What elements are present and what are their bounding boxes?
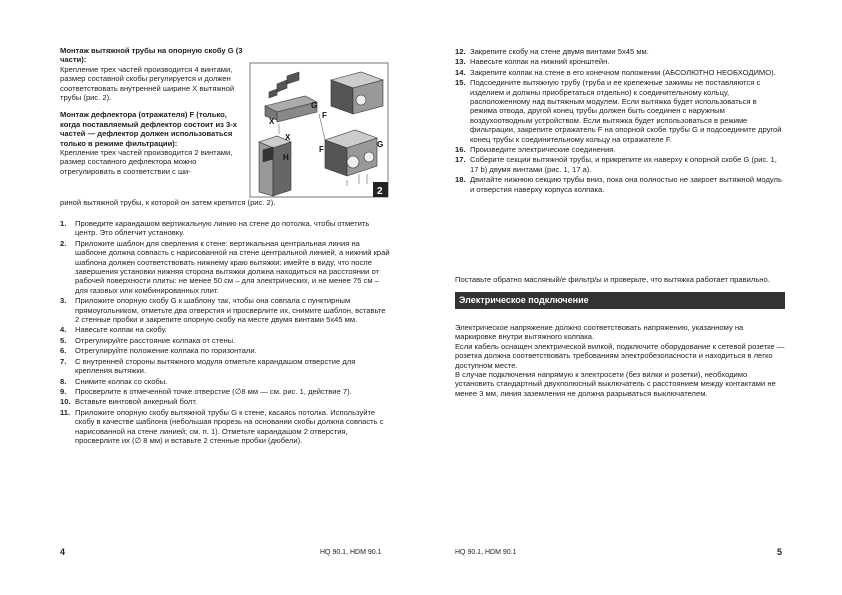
figure-label-f-top: F <box>322 111 327 120</box>
elec-paragraph-1: Электрическое напряжение должно соответствовать напряжению, указанному на маркировке внутри вытяжного колпака. <box>455 323 744 342</box>
model-footer-left: HQ 90.1, HDM 90.1 <box>320 549 382 556</box>
instructions-list-left <box>60 219 390 446</box>
page-number-left: 4 <box>60 547 66 557</box>
list-item: 13. Навесьте колпак на нижний кронштейн. <box>455 57 610 67</box>
deflector-title: Монтаж дефлектора (отражателя) F (только, когда поставляемый дефлектор состоит из 3-х частей — дефлектор должен использоваться только в режиме фильтрации): <box>60 110 238 148</box>
figure-label-g-right: G <box>377 140 384 149</box>
list-item: 2. Приложите шаблон для сверления к стене: вертикальная центральная линия на шаблоне должна совпасть с нарисованной на стене центральной линией, а нижний край шаблона должен соответствовать нижнему краю вытяжки: имейте в виду, что после завершения установки нижняя сторона вытяжки должна находиться на расстоянии от рабочей поверхности плиты: не менее 50 см – для электрических, и не менее 75 см – для газовых или комбинированных плит. <box>60 238 390 295</box>
figure-label-x-top: X <box>269 117 275 126</box>
deflector-text: Крепление трех частей производится 2 винтами, размер составного дефлектора можно отрегулировать в соответствии с ши- <box>60 148 233 176</box>
list-item: 12. Закрепите скобу на стене двумя винтами 5x45 мм. <box>455 47 649 56</box>
list-item: 16. Произведите электрические соединения. <box>455 145 616 155</box>
list-item: 9. Просверлите в отмеченной точке отверстие (∅8 мм — см. рис. 1, действие 7). <box>60 386 352 396</box>
list-item: 11. Приложите опорную скобу вытяжной трубы G к стене, касаясь потолка. Используйте скобу в качестве шаблона (небольшая прорезь на основании скобы должна совпасть с нарисованной на стене линией; см. п. 1). Отметьте карандашом 2 отверстия, просверлите их (∅ 8 мм) и вставьте 2 стенные пробки (дюбели). <box>60 407 384 445</box>
elec-paragraph-3: В случае подключения напрямую к электросети (без вилки и розетки), необходимо установить стандартный двухполюсный выключатель с расстоянием между контактами не менее 3 мм, линия заземления не должна разрываться выключателем. <box>455 370 776 398</box>
list-item: 1. Проведите карандашом вертикальную линию на стене до потолка, чтобы отметить центр. Это облегчит установку. <box>60 219 370 238</box>
mount-title: Монтаж вытяжной трубы на опорную скобу G (3 части): <box>60 46 243 65</box>
figure-label-h: H <box>283 153 289 162</box>
list-item: 7. С внутренней стороны вытяжного модуля отметьте карандашом отверстие для крепления вытяжки. <box>60 356 356 376</box>
figure-2 <box>249 62 389 198</box>
after-text: Поставьте обратно масляный/е фильтр/ы и проверьте, что вытяжка работает правильно. <box>455 275 770 284</box>
hood-assembly-illustration <box>249 62 389 198</box>
figure-label-g-top: G <box>311 101 318 110</box>
after-text-block <box>455 275 785 284</box>
model-footer-right: HQ 90.1, HDM 90.1 <box>455 549 517 556</box>
deflector-text-cont: риной вытяжной трубы, к которой он затем крепится (рис. 2). <box>60 198 276 207</box>
instructions-list-right <box>455 47 785 195</box>
list-item: 4. Навесьте колпак на скобу. <box>60 325 167 335</box>
list-item: 3. Приложите опорную скобу G к шаблону так, чтобы она совпала с пунктирным прямоугольником, отметьте два отверстия и просверлите их, снимите шаблон, вставьте 2 стенные пробки и закрепите опорную скобу на месте двумя винтами 5x45 мм. <box>60 296 386 325</box>
mount-text: Крепление трех частей производится 4 винтами, размер составной скобы регулируется и должен соответствовать внутренней ширине X вытяжной трубы (рис. 2). <box>60 64 235 103</box>
list-item: 15. Подсоедините вытяжную трубу (труба и ее крепежные зажимы не поставляются с изделием и должны приобретаться отдельно) к соединительному кольцу, расположенному над вытяжным модулем. Если вытяжка будет использоваться в режима отвода, другой конец трубы должен быть соединен с наружным воздухоотводным устройством. Если вытяжка будет использоваться в режиме фильтрации, закрепите отражатель F на опорной скобе трубы G и подсоедините другой конец трубы к соединительному кольцу на отражателе F. <box>455 78 782 144</box>
list-item: 18. Двигайте нижнюю секцию трубы вниз, пока она полностью не закроет вытяжной модуль и отверстия наверху корпуса колпака. <box>455 175 782 194</box>
section-title-electrical: Электрическое подключение <box>455 292 785 309</box>
list-item: 14. Закрепите колпак на стене в его конечном положении (АБСОЛЮТНО НЕОБХОДИМО). <box>455 67 776 77</box>
list-item: 5. Отрегулируйте расстояние колпака от стены. <box>60 335 236 345</box>
list-item: 17. Соберите секции вытяжной трубы, и прикрепите их наверху к опорной скобе G (рис. 1, 17 b) двумя винтами (рис. 1, 17 a). <box>455 155 777 174</box>
figure-label-x-left: X <box>285 133 291 142</box>
figure-number: 2 <box>377 186 383 197</box>
elec-paragraph-2: Если кабель оснащен электрической вилкой, подключите оборудование к сетевой розетке — розетка должна соответствовать требованиям электробезопасности и находиться в легко доступном месте. <box>455 341 785 370</box>
deflector-text-cont-block <box>60 198 390 207</box>
list-item: 10. Вставьте винтовой анкерный болт. <box>60 397 198 407</box>
list-item: 6. Отрегулируйте положение колпака по горизонтали. <box>60 346 257 356</box>
figure-label-f-bottom: F <box>319 145 324 154</box>
mount-section <box>60 46 243 176</box>
list-item: 8. Снимите колпак со скобы. <box>60 376 168 386</box>
page-number-right: 5 <box>777 547 783 557</box>
electrical-section <box>455 323 785 398</box>
